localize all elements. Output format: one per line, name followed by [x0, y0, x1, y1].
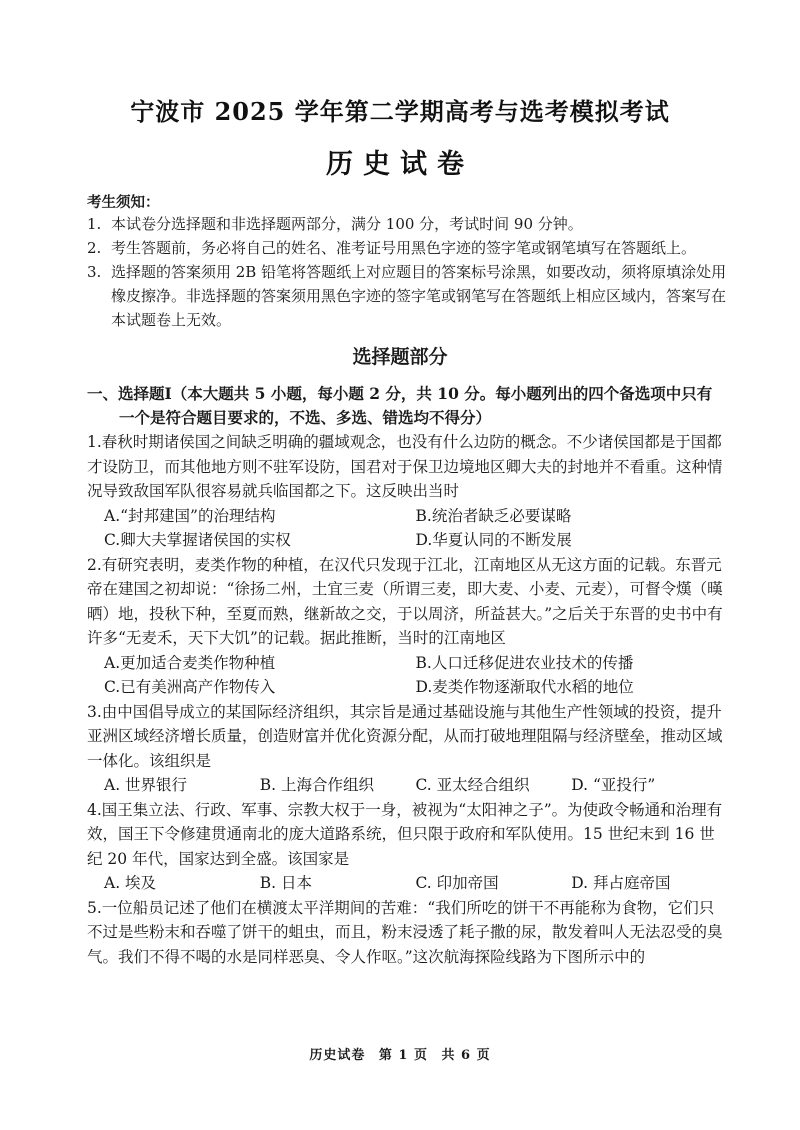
notes-heading: 考生须知：: [87, 194, 160, 211]
question-2: [87, 553, 727, 700]
option-a: A.更加适合麦类作物种植: [104, 653, 276, 672]
page-footer: [0, 1044, 800, 1063]
question-stem: 4.国王集立法、行政、军事、宗教大权于一身，被视为“太阳神之子”。为使政令畅通和治理有效，国王下令修建贯通南北的庞大道路系统，但只限于政府和军队使用。15 世纪末到 16 世纪 20 年代，国家达到全盛。该国家是: [87, 800, 723, 868]
option-list: [87, 651, 727, 700]
option-c: C. 印加帝国: [415, 874, 499, 892]
note-number: 1.: [87, 215, 102, 233]
question-stem: 3.由中国倡导成立的某国际经济组织，其宗旨是通过基础设施与其他生产性领域的投资，提升亚洲区域经济增长质量，创造财富并优化资源分配，从而打破地理阻隔与经济壁垒，推动区域一体化。该组织是: [87, 702, 723, 770]
option-b: B. 日本: [259, 874, 312, 892]
exam-subtitle: 历史试卷: [326, 149, 474, 180]
note-text: 考生答题前，务必将自己的姓名、准考证号用黑色字迹的签字笔或钢笔填写在答题纸上。: [111, 239, 697, 257]
note-number: 2.: [87, 239, 102, 257]
option-d: D.华夏认同的不断发展: [415, 531, 572, 549]
part-instructions: [87, 382, 727, 430]
option-list: [87, 871, 727, 896]
option-d: D. 拜占庭帝国: [571, 874, 671, 892]
footer-page-number: 第 1 页: [378, 1048, 428, 1063]
footer-subject: 历史试卷: [309, 1048, 366, 1063]
footer-total-pages: 共 6 页: [441, 1048, 491, 1063]
notes-list: [87, 212, 737, 332]
note-number: 3.: [87, 263, 102, 281]
option-c: C.已有美洲高产作物传入: [104, 678, 276, 696]
question-3: [87, 700, 727, 798]
option-a: A. 埃及: [104, 874, 157, 892]
note-text: 选择题的答案须用 2B 铅笔将答题纸上对应题目的答案标号涂黑，如要改动，须将原填涂处用橡皮擦净。非选择题的答案须用黑色字迹的签字笔或钢笔写在答题纸上相应区域内，答案写在本试题卷上无效。: [111, 263, 727, 329]
note-item: [87, 260, 737, 332]
question-stem: 5.一位船员记述了他们在横渡太平洋期间的苦难：“我们所吃的饼干不再能称为食物，它们只不过是些粉末和吞噬了饼干的蛆虫，而且，粉末浸透了耗子撒的尿，散发着叫人无法忍受的臭气。我们不得不喝的水是同样恶臭、令人作呕。”这次航海探险线路为下图所示中的: [87, 898, 723, 966]
option-b: B.统治者缺乏必要谋略: [415, 506, 572, 525]
question-list: [87, 430, 727, 969]
note-item: [87, 212, 737, 236]
option-b: B.人口迁移促进农业技术的传播: [415, 653, 634, 672]
question-5: [87, 896, 727, 970]
note-item: [87, 236, 737, 260]
part-instructions-line1: 一、选择题Ⅰ（本大题共 5 小题，每小题 2 分，共 10 分。每小题列出的四个备选项中只有: [87, 384, 713, 403]
note-text: 本试卷分选择题和非选择题两部分，满分 100 分，考试时间 90 分钟。: [111, 215, 583, 233]
option-list: [87, 773, 727, 798]
option-a: A.“封邦建国”的治理结构: [104, 506, 276, 525]
question-stem: 1.春秋时期诸侯国之间缺乏明确的疆域观念，也没有什么边防的概念。不少诸侯国都是于国都才设防卫，而其他地方则不驻军设防，国君对于保卫边境地区卿大夫的封地并不看重。这种情况导致敌国军队很容易就兵临国都之下。这反映出当时: [87, 433, 723, 500]
option-c: C. 亚太经合组织: [415, 776, 530, 794]
option-a: A. 世界银行: [104, 776, 188, 794]
option-list: [87, 504, 727, 553]
question-4: [87, 798, 727, 896]
option-b: B. 上海合作组织: [259, 776, 374, 794]
option-d: D.麦类作物逐渐取代水稻的地位: [415, 678, 634, 696]
question-1: [87, 430, 727, 553]
section-title: 选择题部分: [352, 346, 448, 368]
question-stem: 2.有研究表明，麦类作物的种植，在汉代只发现于江北，江南地区从无这方面的记载。东晋元帝在建国之初却说：“徐扬二州，土宜三麦（所谓三麦，即大麦、小麦、元麦），可督令熯（暵晒）地，投秋下种，至夏而熟，继新故之交，于以周济，所益甚大。”之后关于东晋的史书中有许多“无麦禾，天下大饥”的记载。据此推断，当时的江南地区: [87, 555, 723, 647]
option-c: C.卿大夫掌握诸侯国的实权: [104, 531, 291, 549]
exam-title: 宁波市 2025 学年第二学期高考与选考模拟考试: [130, 97, 670, 126]
option-d: D. “亚投行”: [571, 776, 656, 794]
part-instructions-line2: 一个是符合题目要求的，不选、多选、错选均不得分）: [119, 408, 492, 427]
